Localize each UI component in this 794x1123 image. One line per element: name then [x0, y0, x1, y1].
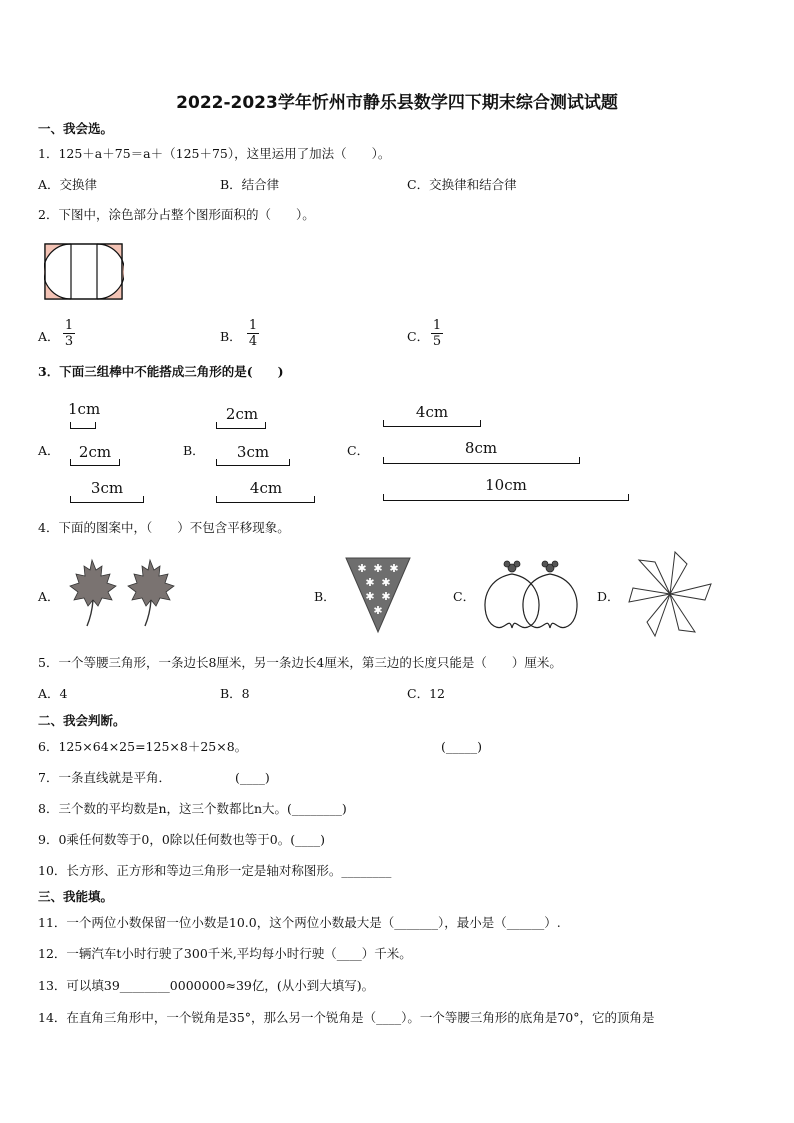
question-1-option-b[interactable]: B．结合律 [220, 177, 280, 192]
fraction-one-third [63, 318, 75, 349]
question-11-stem: 11．一个两位小数保留一位小数是10.0，这个两位小数最大是（_______），最小是（______）. [38, 915, 561, 930]
question-5-option-b[interactable]: B．8 [220, 686, 250, 701]
shaded-rectangle-figure [44, 243, 124, 300]
question-7-stem: 7．一条直线就是平角． [38, 770, 171, 785]
rod-label: 3cm [236, 443, 270, 461]
rod-label: 4cm [415, 403, 449, 421]
question-2-option-b[interactable]: B． [220, 329, 242, 344]
question-3-option-a[interactable]: A． [38, 443, 60, 458]
question-3-stem: 3．下面三组棒中不能搭成三角形的是( ) [38, 364, 284, 379]
pinwheel-figure [625, 548, 715, 640]
question-1-option-c[interactable]: C．交换律和结合律 [407, 177, 517, 192]
rod-label: 3cm [90, 479, 124, 497]
question-5-stem: 5．一个等腰三角形，一条边长8厘米，另一条边长4厘米，第三边的长度只能是（ ）厘米。 [38, 655, 562, 670]
question-6-answer-blank[interactable]: (_____) [441, 739, 483, 754]
rod-label: 8cm [464, 439, 498, 457]
rod-a-1 [70, 422, 96, 429]
question-4-option-b[interactable]: B． [314, 589, 336, 604]
fraction-denominator: 3 [64, 334, 74, 349]
question-5-option-a[interactable]: A．4 [38, 686, 68, 701]
question-3-option-c[interactable]: C． [347, 443, 370, 458]
star-icon: ✱ [381, 590, 391, 603]
star-icon: ✱ [365, 590, 375, 603]
question-8-stem: 8．三个数的平均数是n，这三个数都比n大。(________) [38, 801, 347, 816]
rod-a-3 [70, 496, 144, 503]
star-triangle-figure [344, 556, 412, 634]
fraction-one-quarter [247, 318, 259, 349]
fraction-denominator: 4 [248, 334, 258, 349]
question-14-stem: 14．在直角三角形中，一个锐角是35°，那么另一个锐角是（____）。一个等腰三角形的底角是70°，它的顶角是 [38, 1010, 655, 1025]
question-2-stem: 2．下图中，涂色部分占整个图形面积的（ ）。 [38, 207, 315, 222]
star-icon: ✱ [389, 562, 399, 575]
question-13-stem: 13．可以填39________0000000≈39亿，(从小到大填写)。 [38, 978, 375, 993]
question-10-stem: 10．长方形、正方形和等边三角形一定是轴对称图形。________ [38, 863, 392, 878]
fraction-one-fifth [431, 318, 443, 349]
question-4-stem: 4．下面的图案中，（ ）不包含平移现象。 [38, 520, 290, 535]
question-4-option-a[interactable]: A． [38, 589, 60, 604]
section-heading-3: 三、我能填。 [38, 889, 114, 904]
rod-label: 2cm [78, 443, 112, 461]
rod-c-3 [383, 494, 629, 501]
question-5-option-c[interactable]: C．12 [407, 686, 445, 701]
star-icon: ✱ [381, 576, 391, 589]
rod-label: 4cm [249, 479, 283, 497]
rod-a-2 [70, 459, 120, 466]
question-6-stem: 6．125×64×25=125×8＋25×8。 [38, 739, 248, 754]
question-9-stem: 9．0乘任何数等于0，0除以任何数也等于0。(____) [38, 832, 326, 847]
fraction-numerator: 1 [432, 318, 442, 333]
question-12-stem: 12．一辆汽车t小时行驶了300千米,平均每小时行驶（____）千米。 [38, 946, 412, 961]
question-3-option-b[interactable]: B． [183, 443, 205, 458]
section-heading-2: 二、我会判断。 [38, 713, 126, 728]
star-icon: ✱ [357, 562, 367, 575]
question-4-option-d[interactable]: D． [597, 589, 620, 604]
section-heading-1: 一、我会选。 [38, 121, 114, 136]
rod-c-2 [383, 457, 580, 464]
star-icon: ✱ [365, 576, 375, 589]
maple-leaves-figure [62, 556, 182, 630]
rod-b-1 [216, 422, 266, 429]
rod-b-2 [216, 459, 290, 466]
rod-label: 1cm [68, 400, 101, 418]
star-icon: ✱ [373, 604, 383, 617]
heart-shapes-figure [480, 556, 584, 636]
fraction-denominator: 5 [432, 334, 442, 349]
rod-c-1 [383, 420, 481, 427]
question-7-answer-blank[interactable]: (____) [235, 770, 270, 785]
rod-label: 2cm [225, 405, 259, 423]
page-title: 2022-2023学年忻州市静乐县数学四下期末综合测试试题 [176, 93, 618, 113]
fraction-numerator: 1 [248, 318, 258, 333]
fraction-numerator: 1 [64, 318, 74, 333]
star-icon: ✱ [373, 562, 383, 575]
question-2-option-a[interactable]: A． [38, 329, 60, 344]
question-1-option-a[interactable]: A．交换律 [38, 177, 98, 192]
rod-b-3 [216, 496, 315, 503]
question-4-option-c[interactable]: C． [453, 589, 476, 604]
rod-label: 10cm [485, 476, 527, 494]
question-2-option-c[interactable]: C． [407, 329, 430, 344]
question-1-stem: 1．125＋a＋75＝a＋（125＋75），这里运用了加法（ ）。 [38, 146, 391, 161]
